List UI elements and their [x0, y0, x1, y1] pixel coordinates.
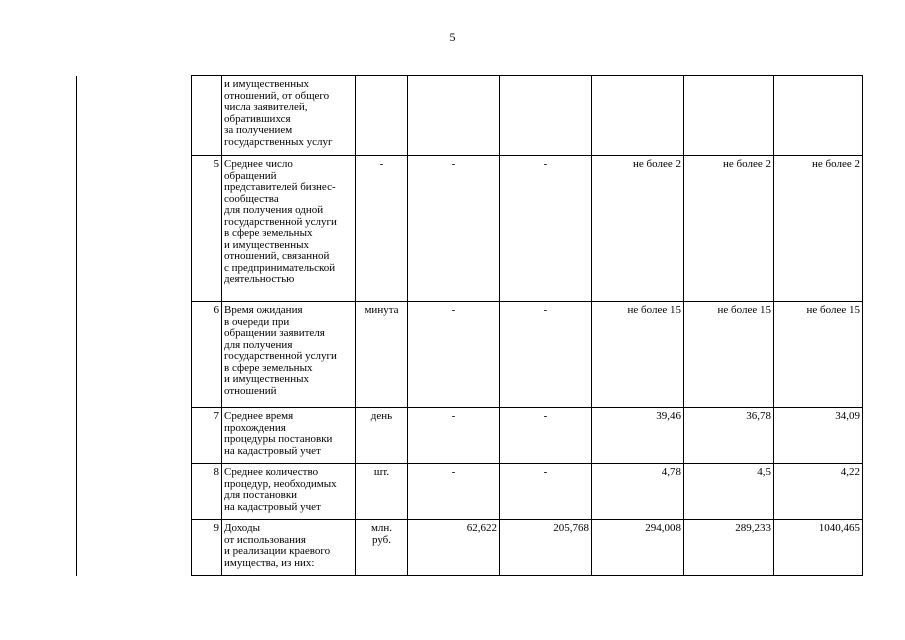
table-row — [77, 408, 863, 464]
value-cell: - — [500, 302, 592, 408]
indicator-name: Среднее количество процедур, необходимых для постановки на кадастровый учет — [222, 464, 356, 520]
indicator-name: Среднее время прохождения процедуры постановки на кадастровый учет — [222, 408, 356, 464]
value-cell: - — [408, 408, 500, 464]
row-number: 7 — [192, 408, 222, 464]
row-number: 9 — [192, 520, 222, 576]
table-row — [77, 156, 863, 302]
value-cell — [684, 76, 774, 156]
value-cell: 289,233 — [684, 520, 774, 576]
indicators-table — [76, 75, 863, 576]
value-cell: 4,22 — [774, 464, 863, 520]
unit-cell: день — [356, 408, 408, 464]
value-cell: - — [500, 408, 592, 464]
indicator-name: Доходы от использования и реализации краевого имущества, из них: — [222, 520, 356, 576]
page-number: 5 — [449, 30, 456, 44]
row-number — [192, 76, 222, 156]
value-cell: 294,008 — [592, 520, 684, 576]
value-cell: - — [408, 302, 500, 408]
value-cell — [592, 76, 684, 156]
value-cell: не более 15 — [684, 302, 774, 408]
value-cell: не более 2 — [774, 156, 863, 302]
value-cell: - — [408, 156, 500, 302]
value-cell: 36,78 — [684, 408, 774, 464]
table-row — [77, 520, 863, 576]
value-cell — [408, 76, 500, 156]
indicator-name: и имущественных отношений, от общего числа заявителей, обратившихся за получением государственных услуг — [222, 76, 356, 156]
value-cell: 62,622 — [408, 520, 500, 576]
indicator-name: Среднее число обращений представителей бизнес- сообщества для получения одной государственной услуги в сфере земельных и имущественных отношений, связанной с предпринимательской деятельностью — [222, 156, 356, 302]
value-cell: 34,09 — [774, 408, 863, 464]
table-row — [77, 302, 863, 408]
value-cell: 1040,465 — [774, 520, 863, 576]
value-cell: 4,5 — [684, 464, 774, 520]
value-cell — [774, 76, 863, 156]
unit-cell — [356, 76, 408, 156]
unit-cell: млн. руб. — [356, 520, 408, 576]
indicator-name: Время ожидания в очереди при обращении заявителя для получения государственной услуги в сфере земельных и имущественных отношений — [222, 302, 356, 408]
unit-cell: - — [356, 156, 408, 302]
value-cell: - — [500, 464, 592, 520]
row-number: 8 — [192, 464, 222, 520]
value-cell — [500, 76, 592, 156]
value-cell: не более 15 — [592, 302, 684, 408]
value-cell: 39,46 — [592, 408, 684, 464]
value-cell: 4,78 — [592, 464, 684, 520]
unit-cell: минута — [356, 302, 408, 408]
value-cell: - — [408, 464, 500, 520]
value-cell: - — [500, 156, 592, 302]
value-cell: не более 2 — [592, 156, 684, 302]
row-number: 5 — [192, 156, 222, 302]
table-row — [77, 76, 863, 156]
value-cell: не более 15 — [774, 302, 863, 408]
table-row — [77, 464, 863, 520]
value-cell: 205,768 — [500, 520, 592, 576]
row-number: 6 — [192, 302, 222, 408]
value-cell: не более 2 — [684, 156, 774, 302]
unit-cell: шт. — [356, 464, 408, 520]
